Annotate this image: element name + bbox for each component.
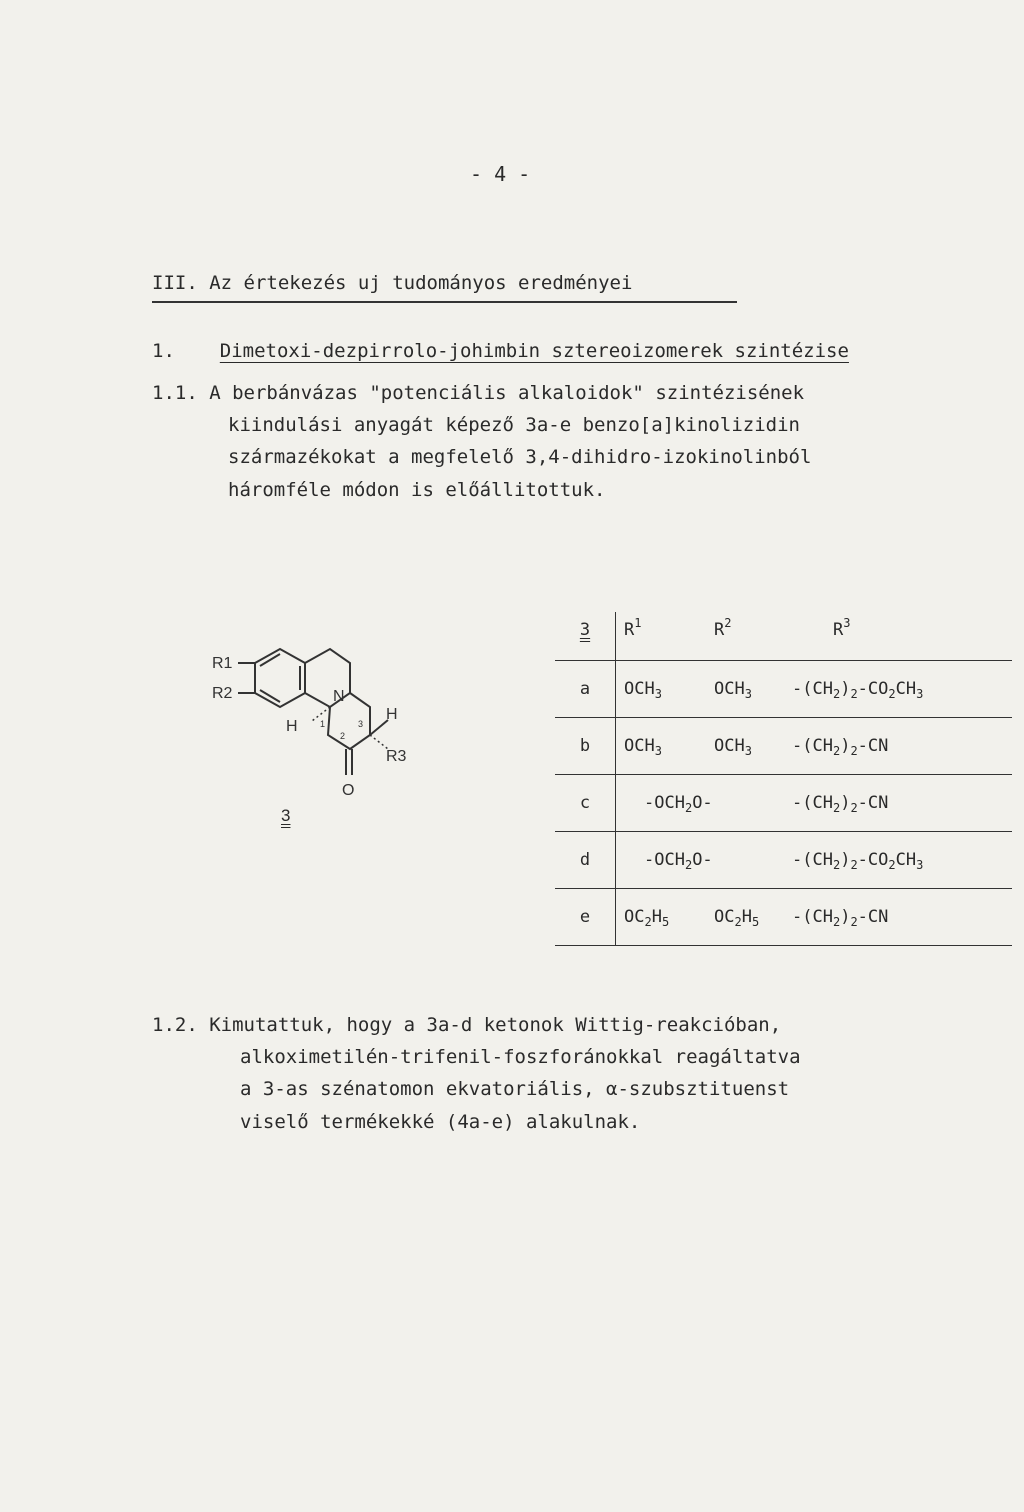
cell-r12: $-OCH_2O-$	[616, 832, 793, 889]
para2-line-1: 1.2. Kimutattuk, hogy a 3a-d ketonok Wittig-reakcióban,	[152, 1014, 782, 1036]
label-h-left: H	[286, 718, 298, 735]
para1-line-2: kiindulási anyagát képező 3a-e benzo[a]kinolizidin	[228, 414, 800, 436]
compound-label: 3	[281, 806, 291, 825]
table-row	[555, 661, 1012, 718]
subsection-heading	[152, 340, 849, 362]
locant-3: 3	[358, 719, 364, 729]
row-id: c	[555, 775, 616, 832]
cell-r2: $OCH_3$	[714, 718, 792, 775]
subsection-number: 1.	[152, 340, 175, 362]
label-h-right: H	[386, 706, 398, 723]
table-row	[555, 775, 1012, 832]
section-heading: III. Az értekezés uj tudományos eredményei	[152, 272, 633, 294]
row-id: b	[555, 718, 616, 775]
locant-1: 1	[320, 719, 326, 729]
substituent-table	[555, 612, 1012, 946]
section-underline	[152, 301, 737, 303]
cell-r1: $OCH_3$	[616, 661, 715, 718]
cell-r3: $-(CH_2)_2-CN$	[792, 775, 1012, 832]
cell-r1: $OC_2H_5$	[616, 889, 715, 946]
para1-line-1: 1.1. A berbánvázas "potenciális alkaloidok" szintézisének	[152, 382, 805, 404]
row-id: e	[555, 889, 616, 946]
table-header-row	[555, 612, 1012, 661]
label-r2: R2	[212, 685, 233, 702]
locant-2: 2	[340, 731, 346, 741]
header-r3: $R^3$	[792, 616, 851, 640]
para1-line-4: háromféle módon is előállitottuk.	[228, 479, 606, 501]
table-row	[555, 889, 1012, 946]
header-r1: $R^1$	[624, 616, 642, 640]
label-r3: R3	[386, 748, 407, 765]
table-row	[555, 718, 1012, 775]
subsection-title: Dimetoxi-dezpirrolo-johimbin sztereoizomerek szintézise	[219, 340, 849, 362]
header-r2: $R^2$	[714, 616, 732, 640]
cell-r3: $-(CH_2)_2-CO_2CH_3$	[792, 832, 1012, 889]
para2-line-4: viselő termékekké (4a-e) alakulnak.	[240, 1111, 641, 1133]
cell-r12: $-OCH_2O-$	[616, 775, 793, 832]
cell-r2: $OC_2H_5$	[714, 889, 792, 946]
para2-line-2: alkoximetilén-trifenil-foszforánokkal reagáltatva	[240, 1046, 801, 1068]
label-n: N	[333, 688, 345, 705]
cell-r2: $OCH_3$	[714, 661, 792, 718]
row-id: d	[555, 832, 616, 889]
cell-r3: $-(CH_2)_2-CO_2CH_3$	[792, 661, 1012, 718]
table-row	[555, 832, 1012, 889]
para1-line-3: származékokat a megfelelő 3,4-dihidro-izokinolinból	[228, 446, 812, 468]
page-number: - 4 -	[470, 162, 531, 186]
label-r1: R1	[212, 655, 233, 672]
cell-r3: $-(CH_2)_2-CN$	[792, 889, 1012, 946]
cell-r3: $-(CH_2)_2-CN$	[792, 718, 1012, 775]
para2-line-3: a 3-as szénatomon ekvatoriális, α-szubsztituenst	[240, 1078, 790, 1100]
cell-r1: $OCH_3$	[616, 718, 715, 775]
header-compound: 3	[579, 620, 591, 640]
row-id: a	[555, 661, 616, 718]
benzoquinolizidine-structure	[200, 635, 440, 865]
label-o: O	[342, 782, 355, 799]
